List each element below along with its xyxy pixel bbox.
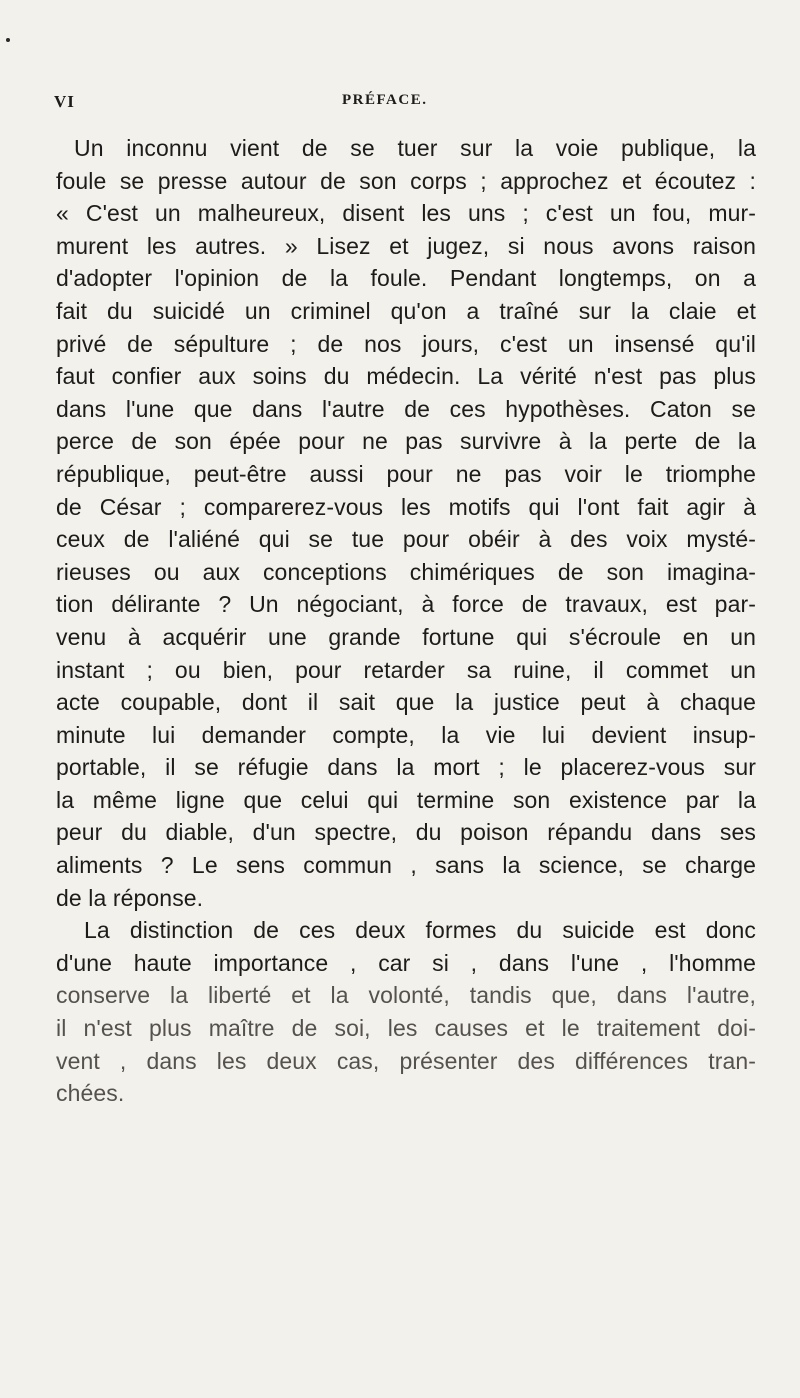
text-line: foule se presse autour de son corps ; approchez et écoutez : — [56, 167, 756, 194]
text-line: Un inconnu vient de se tuer sur la voie publique, la — [74, 135, 756, 161]
text-line: portable, il se réfugie dans la mort ; le placerez-vous sur — [56, 754, 756, 781]
text-line: privé de sépulture ; de nos jours, c'est un insensé qu'il — [56, 330, 756, 357]
text-line: La distinction de ces deux formes du suicide est donc — [84, 917, 756, 944]
text-line: d'adopter l'opinion de la foule. Pendant longtemps, on a — [56, 265, 756, 292]
text-line: il n'est plus maître de soi, les causes et le traitement doi- — [56, 1015, 756, 1042]
body-text — [56, 132, 756, 1110]
text-line: aliments ? Le sens commun , sans la science, se charge — [56, 852, 756, 879]
running-title: PRÉFACE. — [342, 92, 428, 108]
text-line: rieuses ou aux conceptions chimériques de son imagina- — [56, 558, 756, 585]
text-line: vent , dans les deux cas, présenter des différences tran- — [56, 1047, 756, 1074]
text-line: venu à acquérir une grande fortune qui s'écroule en un — [56, 623, 756, 650]
text-line: peur du diable, d'un spectre, du poison répandu dans ses — [56, 819, 756, 846]
text-line: perce de son épée pour ne pas survivre à la perte de la — [56, 428, 756, 455]
text-line: de la réponse. — [56, 884, 204, 911]
text-line: chées. — [56, 1080, 125, 1107]
text-line: république, peut-être aussi pour ne pas voir le triomphe — [56, 460, 756, 487]
page-header — [54, 92, 754, 114]
text-line: d'une haute importance , car si , dans l'une , l'homme — [56, 949, 756, 976]
text-line: instant ; ou bien, pour retarder sa ruine, il commet un — [56, 656, 756, 683]
text-line: dans l'une que dans l'autre de ces hypothèses. Caton se — [56, 395, 756, 422]
text-line: minute lui demander compte, la vie lui devient insup- — [56, 721, 756, 748]
text-line: conserve la liberté et la volonté, tandis que, dans l'autre, — [56, 982, 756, 1009]
text-line: la même ligne que celui qui termine son existence par la — [56, 786, 756, 813]
text-line: de César ; comparerez-vous les motifs qui l'ont fait agir à — [56, 493, 756, 520]
text-line: faut confier aux soins du médecin. La vérité n'est pas plus — [56, 363, 756, 390]
text-line: tion délirante ? Un négociant, à force de travaux, est par- — [56, 591, 756, 618]
text-line: fait du suicidé un criminel qu'on a traîné sur la claie et — [56, 297, 756, 324]
text-line: ceux de l'aliéné qui se tue pour obéir à des voix mysté- — [56, 526, 756, 553]
text-line: murent les autres. » Lisez et jugez, si nous avons raison — [56, 232, 756, 259]
page-number: VI — [54, 92, 75, 111]
text-line: acte coupable, dont il sait que la justice peut à chaque — [56, 689, 756, 716]
text-line: « C'est un malheureux, disent les uns ; c'est un fou, mur- — [56, 200, 756, 227]
margin-dot — [6, 38, 10, 42]
